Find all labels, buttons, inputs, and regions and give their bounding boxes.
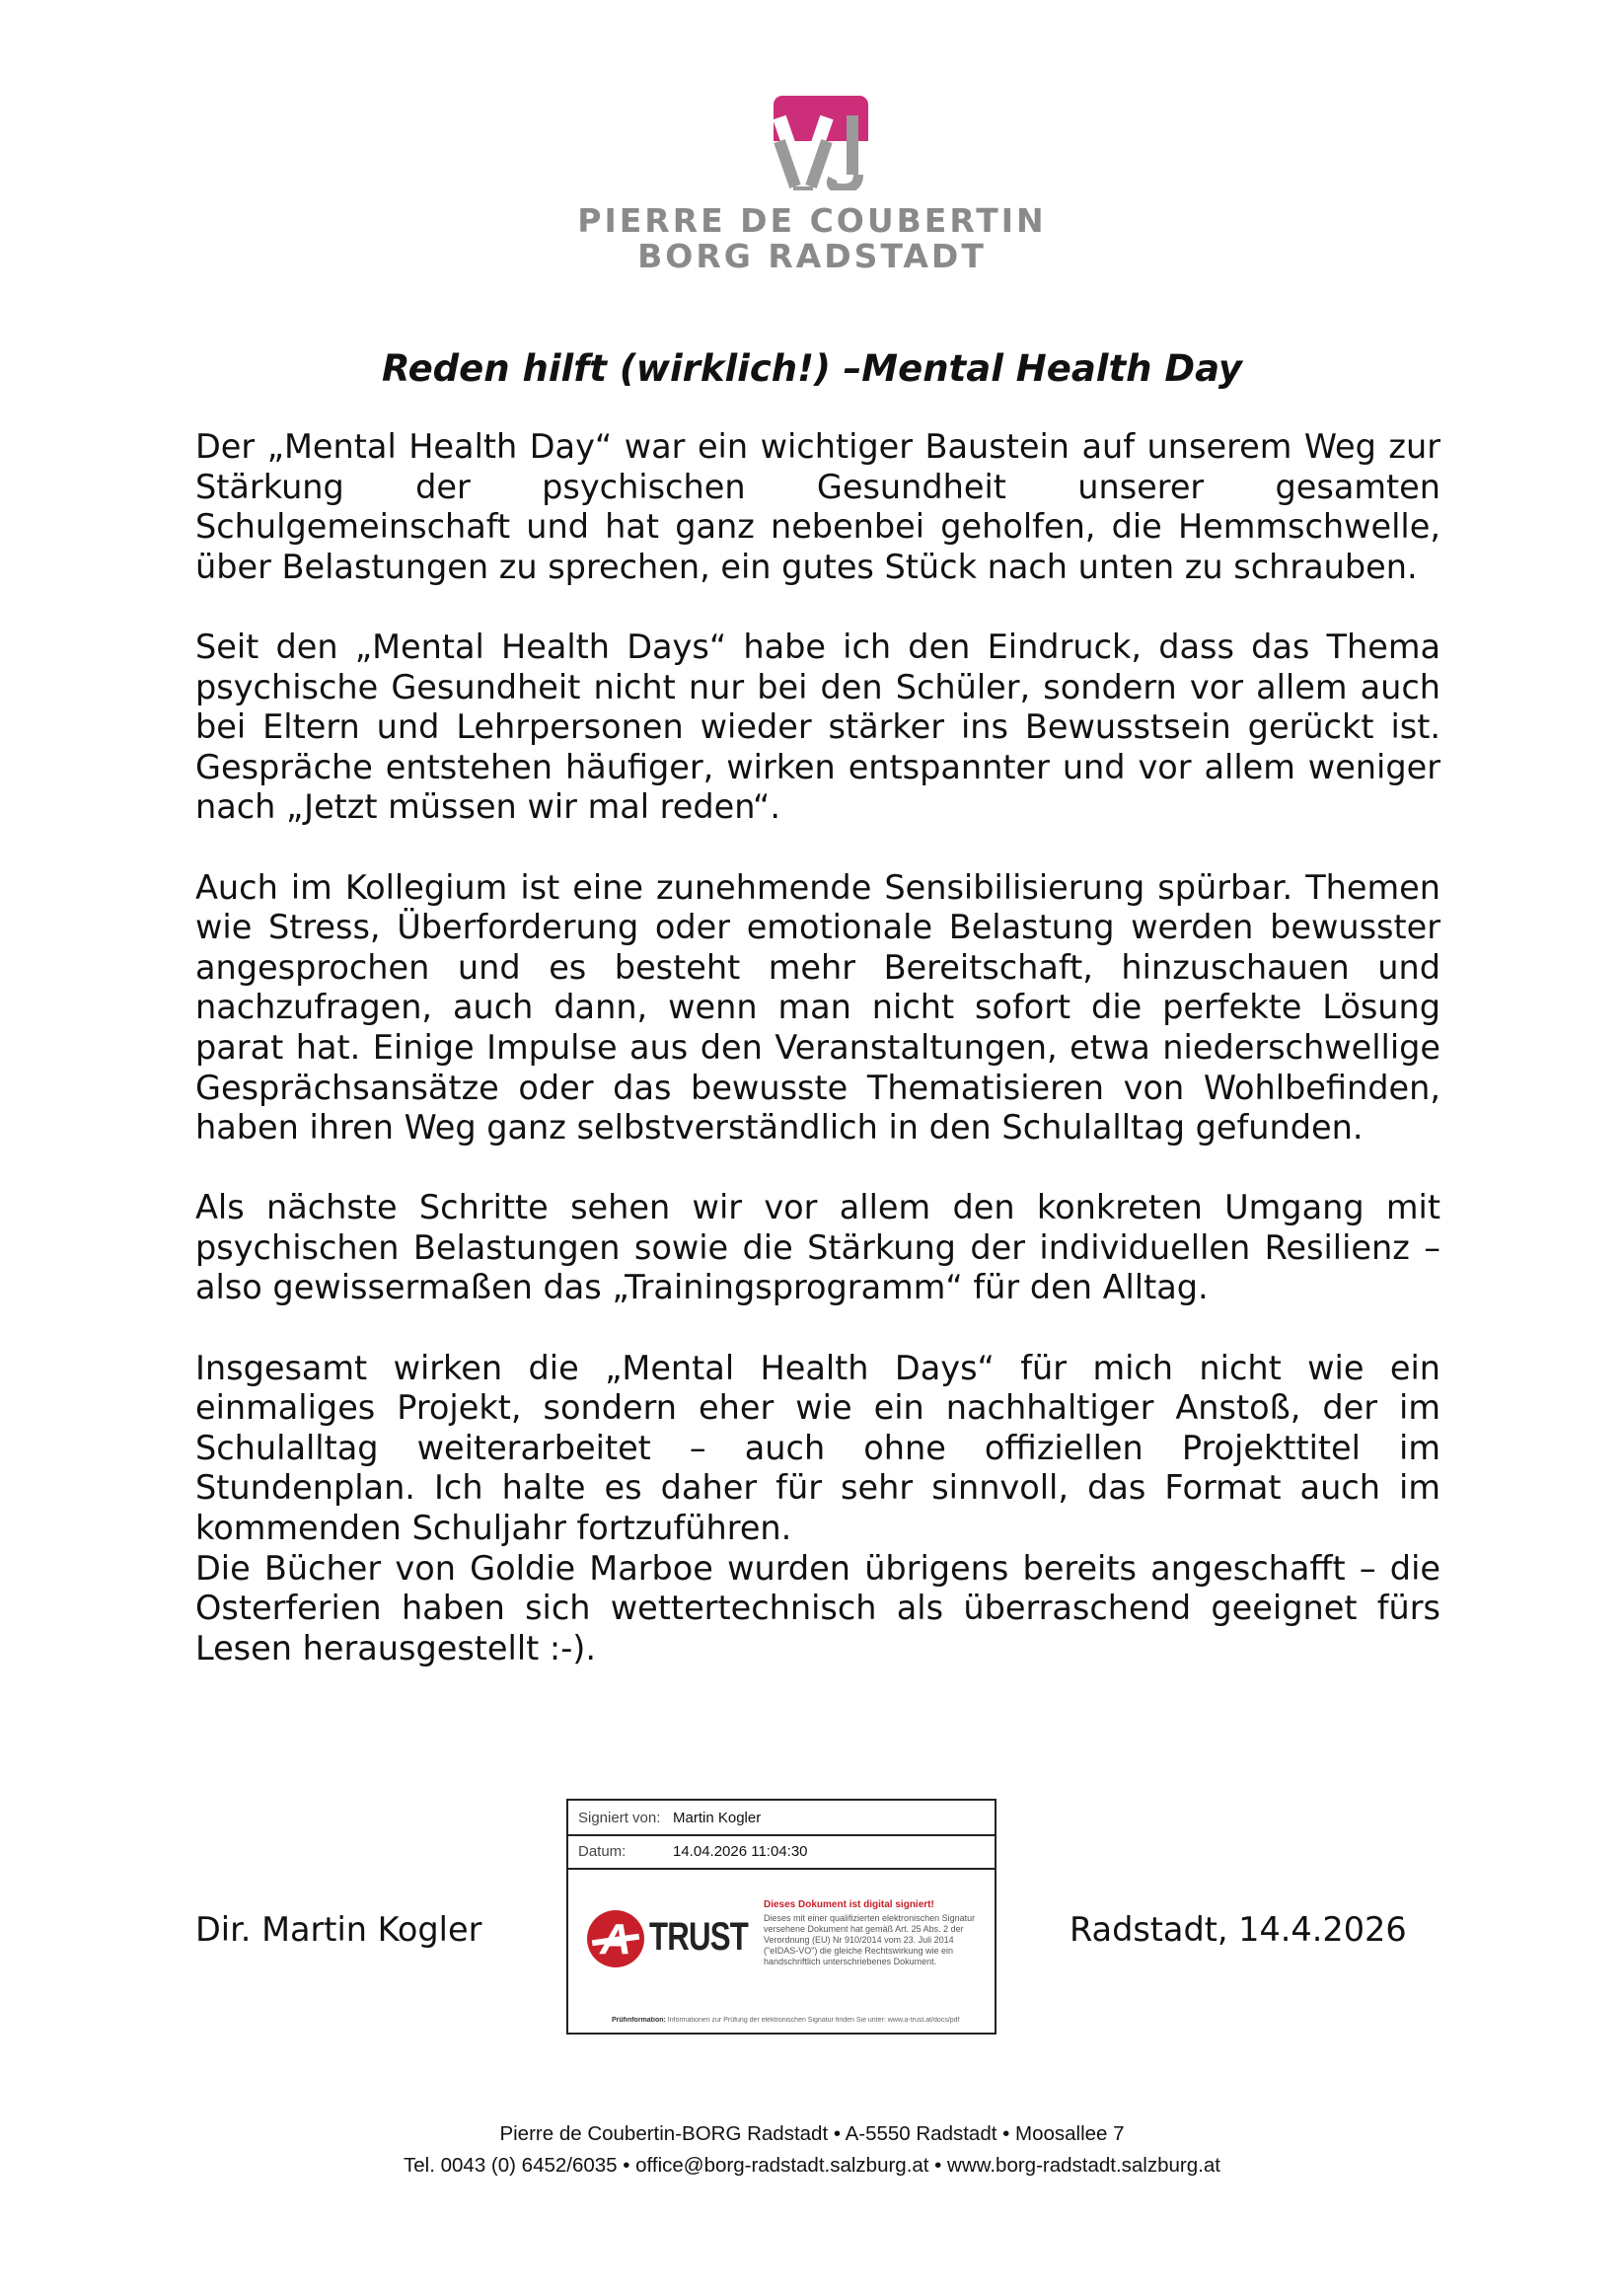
stamp-date-row	[568, 1834, 995, 1870]
letter-body	[195, 427, 1440, 1709]
stamp-footer-text: Informationen zur Prüfung der elektronischen Signatur finden Sie unter: www.a-trust.at/docs/pdf	[667, 2017, 960, 2024]
logo-text-line2: BORG RADSTADT	[637, 237, 987, 275]
stamp-date-label: Datum:	[578, 1843, 627, 1860]
stamp-notice-text: Dieses mit einer qualifizierten elektronischen Signatur versehene Dokument hat gemäß Art. 25 Abs. 2 der Verordnung (EU) Nr 910/2014 vom 23. Juli 2014 ("eIDAS-VO") die gleiche Rechtswirkung wie ein handschriftlich unterschriebenes Dokument.	[764, 1913, 976, 1966]
stamp-date-value: 14.04.2026 11:04:30	[673, 1843, 808, 1860]
school-logo-icon	[774, 96, 868, 190]
stamp-footer	[612, 2017, 987, 2024]
paragraph: Seit den „Mental Health Days“ habe ich den Eindruck, dass das Thema psychische Gesundheit nicht nur bei den Schüler, sondern vor allem auch bei Eltern und Lehrpersonen wieder stärker ins Bewusstsein gerückt ist. Gespräche entstehen häufiger, wirken entspannter und vor allem weniger nach „Jetzt müssen wir mal reden“.	[195, 627, 1440, 827]
paragraph: Insgesamt wirken die „Mental Health Days“ für mich nicht wie ein einmaliges Projekt, sondern eher wie ein nachhaltiger Anstoß, der im Schulalltag weiterarbeitet – auch ohne offiziellen Projekttitel im Stundenplan. Ich halte es daher für sehr sinnvoll, das Format auch im kommenden Schuljahr fortzuführen.	[195, 1348, 1440, 1548]
stamp-signed-by-row	[568, 1801, 995, 1836]
stamp-signed-by-label: Signiert von:	[578, 1810, 661, 1826]
document-title: Reden hilft (wirklich!) –Mental Health Day	[381, 347, 1243, 390]
stamp-notice-heading: Dieses Dokument ist digital signiert!	[764, 1899, 934, 1910]
paragraph: Die Bücher von Goldie Marboe wurden übrigens bereits angeschafft – die Osterferien haben sich wettertechnisch als überraschend geeignet fürs Lesen herausgestellt :-).	[195, 1548, 1440, 1667]
footer-address: Pierre de Coubertin-BORG Radstadt • A-5550 Radstadt • Moosallee 7	[499, 2122, 1125, 2145]
stamp-signed-by-value: Martin Kogler	[673, 1810, 762, 1826]
paragraph: Auch im Kollegium ist eine zunehmende Sensibilisierung spürbar. Themen wie Stress, Überforderung oder emotionale Belastung werden bewusster angesprochen und es besteht mehr Bereitschaft, hinzuschauen und nachzufragen, auch dann, wenn man nicht sofort die perfekte Lösung parat hat. Einige Impulse aus den Veranstaltungen, etwa niederschwellige Gesprächsansätze oder das bewusste Thematisieren von Wohlbefinden, haben ihren Weg ganz selbstverständlich in den Schulalltag gefunden.	[195, 867, 1440, 1148]
paragraph: Als nächste Schritte sehen wir vor allem den konkreten Umgang mit psychischen Belastungen sowie die Stärkung der individuellen Resilienz – also gewissermaßen das „Trainingsprogramm“ für den Alltag.	[195, 1188, 1440, 1307]
place-date: Radstadt, 14.4.2026	[1070, 1910, 1407, 1949]
stamp-notice	[764, 1899, 989, 1967]
signatory-name: Dir. Martin Kogler	[195, 1910, 482, 1949]
trust-brand-text: TRUST	[649, 1915, 749, 1959]
footer-contact: Tel. 0043 (0) 6452/6035 • office@borg-radstadt.salzburg.at • www.borg-radstadt.salzburg.at	[404, 2154, 1220, 2177]
logo-text-line1: PIERRE DE COUBERTIN	[577, 201, 1047, 240]
digital-signature-stamp	[566, 1799, 997, 2035]
paragraph: Der „Mental Health Day“ war ein wichtiger Baustein auf unserem Weg zur Stärkung der psychischen Gesundheit unserer gesamten Schulgemeinschaft und hat ganz nebenbei geholfen, die Hemmschwelle, über Belastungen zu sprechen, ein gutes Stück nach unten zu schrauben.	[195, 427, 1440, 586]
stamp-footer-label: Prüfinformation:	[612, 2017, 666, 2024]
a-trust-logo-icon	[584, 1907, 647, 1970]
